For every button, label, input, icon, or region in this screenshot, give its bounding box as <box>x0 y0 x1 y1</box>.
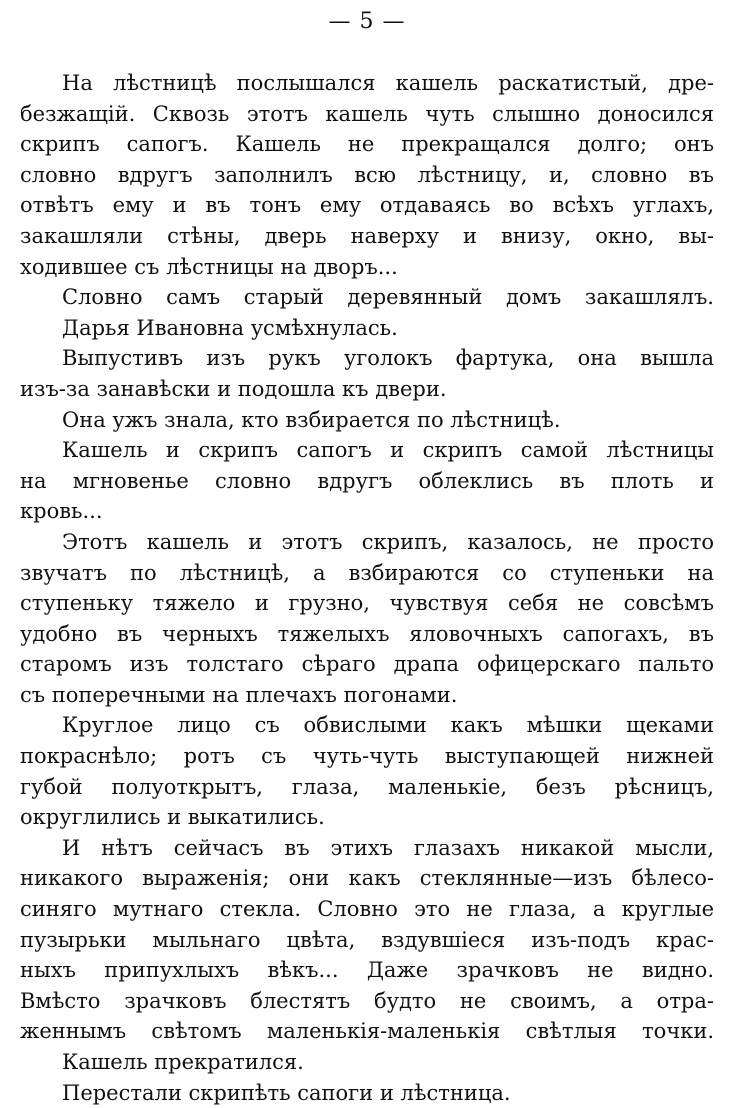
text-line: закашляли стѣны, дверь наверху и внизу, окно, вы- <box>20 223 714 248</box>
text-line: отвѣтъ ему и въ тонъ ему отдаваясь во всѣхъ углахъ, <box>20 193 714 218</box>
text-line: И нѣтъ сейчасъ въ этихъ глазахъ никакой мысли, <box>62 835 714 860</box>
text-line: удобно въ черныхъ тяжелыхъ яловочныхъ сапогахъ, въ <box>20 621 714 646</box>
text-line: Кашель прекратился. <box>62 1050 304 1074</box>
text-line: округлились и выкатились. <box>20 805 325 830</box>
text-line: старомъ изъ толстаго сѣраго драпа офицерскаго пальто <box>20 652 714 677</box>
page-number: — 5 — <box>328 9 406 34</box>
text-line: покраснѣло; ротъ съ чуть-чуть выступающей нижней <box>20 744 714 769</box>
text-line: словно вдругъ заполнилъ всю лѣстницу, и, словно въ <box>20 162 714 187</box>
text-line: никакого выраженія; они какъ стеклянные—изъ бѣлесо- <box>20 866 714 891</box>
text-line: Этотъ кашель и этотъ скрипъ, казалось, не просто <box>62 529 714 554</box>
text-line: Выпустивъ изъ рукъ уголокъ фартука, она вышла <box>62 346 714 371</box>
text-line: кровь... <box>20 499 103 524</box>
text-line: изъ-за занавѣски и подошла къ двери. <box>20 376 447 401</box>
text-line: Кашель и скрипъ сапогъ и скрипъ самой лѣстницы <box>62 438 714 463</box>
text-line: ходившее съ лѣстницы на дворъ... <box>20 254 398 279</box>
text-line: ныхъ припухлыхъ вѣкъ... Даже зрачковъ не видно. <box>20 958 714 983</box>
text-line: На лѣстницѣ послышался кашель раскатистый, дре- <box>62 71 714 95</box>
text-line: на мгновенье словно вдругъ облеклись въ плоть и <box>20 468 714 493</box>
text-line: безжащій. Сквозь этотъ кашель чуть слышно доносился <box>20 101 714 126</box>
book-page <box>20 0 714 1105</box>
text-line: Перестали скрипѣть сапоги и лѣстница. <box>62 1080 511 1105</box>
text-line: синяго мутнаго стекла. Словно это не глаза, а круглые <box>20 897 714 922</box>
text-line: звучатъ по лѣстницѣ, а взбираются со ступеньки на <box>20 560 714 585</box>
text-line: Словно самъ старый деревянный домъ закашлялъ. <box>62 285 714 310</box>
text-line: Круглое лицо съ обвислыми какъ мѣшки щеками <box>62 713 714 738</box>
text-line: губой полуоткрытъ, глаза, маленькіе, безъ рѣсницъ, <box>20 774 714 799</box>
text-line: Дарья Ивановна усмѣхнулась. <box>62 315 398 340</box>
text-line: женнымъ свѣтомъ маленькія-маленькія свѣтлыя точки. <box>20 1019 714 1044</box>
text-line: пузырьки мыльнаго цвѣта, вздувшіеся изъ-подъ крас- <box>20 927 714 952</box>
text-line: Она ужъ знала, кто взбирается по лѣстницѣ. <box>62 407 561 432</box>
text-line: съ поперечными на плечахъ погонами. <box>20 682 458 707</box>
page-text <box>20 68 714 1108</box>
text-line: Вмѣсто зрачковъ блестятъ будто не своимъ, а отра- <box>20 988 714 1013</box>
text-line: ступеньку тяжело и грузно, чувствуя себя не совсѣмъ <box>20 591 714 616</box>
text-line: скрипъ сапогъ. Кашель не прекращался долго; онъ <box>20 132 714 157</box>
